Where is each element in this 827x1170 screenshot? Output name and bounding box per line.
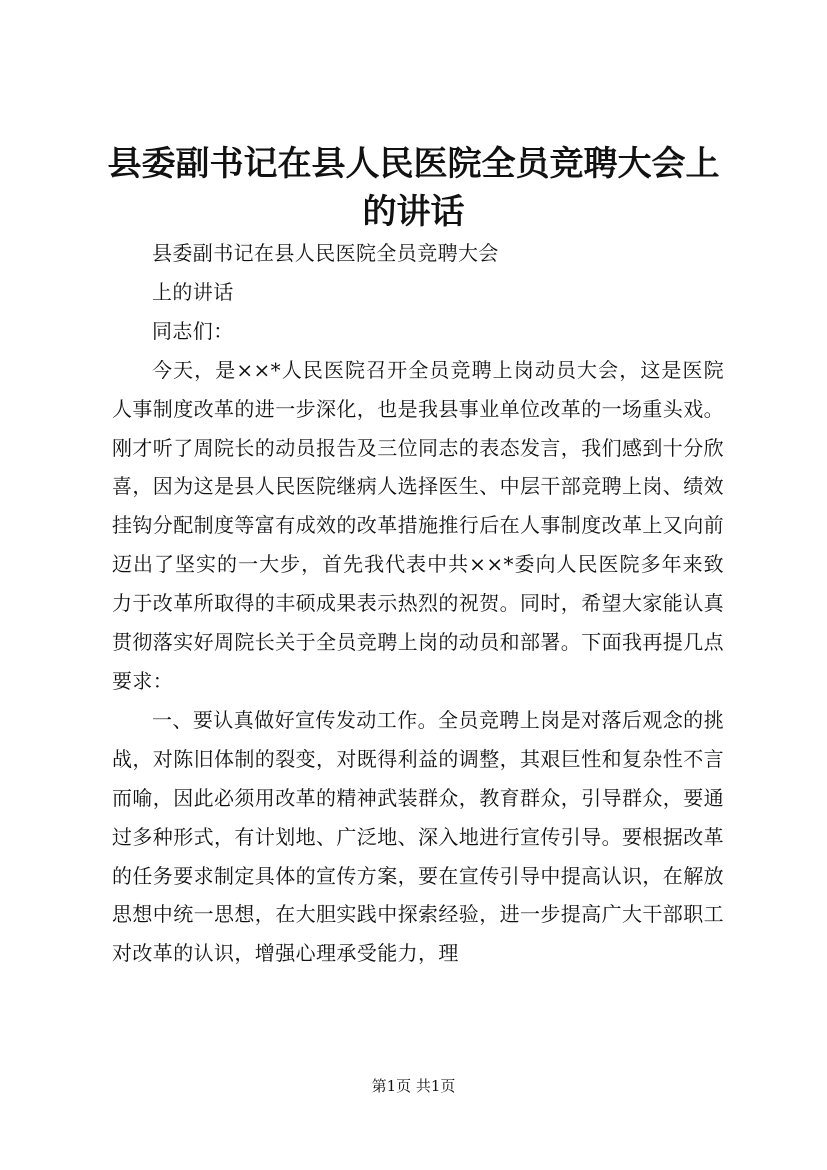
page-footer: 第1页 共1页 xyxy=(371,1077,456,1095)
subtitle-line-1: 县委副书记在县人民医院全员竞聘大会 xyxy=(152,241,499,265)
body-paragraph: 今天，是××*人民医院召开全员竞聘上岗动员大会，这是医院人事制度改革的进一步深化，也是我县事业单位改革的一场重头戏。刚才听了周院长的动员报告及三位同志的表态发言，我们感到十分欣喜，因为这是县人民医院继病人选择医生、中层干部竞聘上岗、绩效挂钩分配制度等富有成效的改革措施推行后在人事制度改革上又向前迈出了坚实的一大步，首先我代表中共××*委向人民医院多年来致力于改革所取得的丰硕成果表示热烈的祝贺。同时，希望大家能认真贯彻落实好周院长关于全员竞聘上岗的动员和部署。下面我再提几点要求： xyxy=(112,357,724,693)
body-paragraph: 一、要认真做好宣传发动工作。全员竞聘上岗是对落后观念的挑战，对陈旧体制的裂变，对既得利益的调整，其艰巨性和复杂性不言而喻，因此必须用改革的精神武装群众，教育群众，引导群众，要通过多种形式，有计划地、广泛地、深入地进行宣传引导。要根据改革的任务要求制定具体的宣传方案，要在宣传引导中提高认识，在解放思想中统一思想，在大胆实践中探索经验，进一步提高广大干部职工对改革的认识，增强心理承受能力，理 xyxy=(112,707,724,966)
document-body xyxy=(112,234,724,973)
document-title: 县委副书记在县人民医院全员竞聘大会上的讲话 xyxy=(107,144,720,232)
salutation: 同志们： xyxy=(152,318,234,343)
subtitle-line-2: 上的讲话 xyxy=(152,279,234,304)
